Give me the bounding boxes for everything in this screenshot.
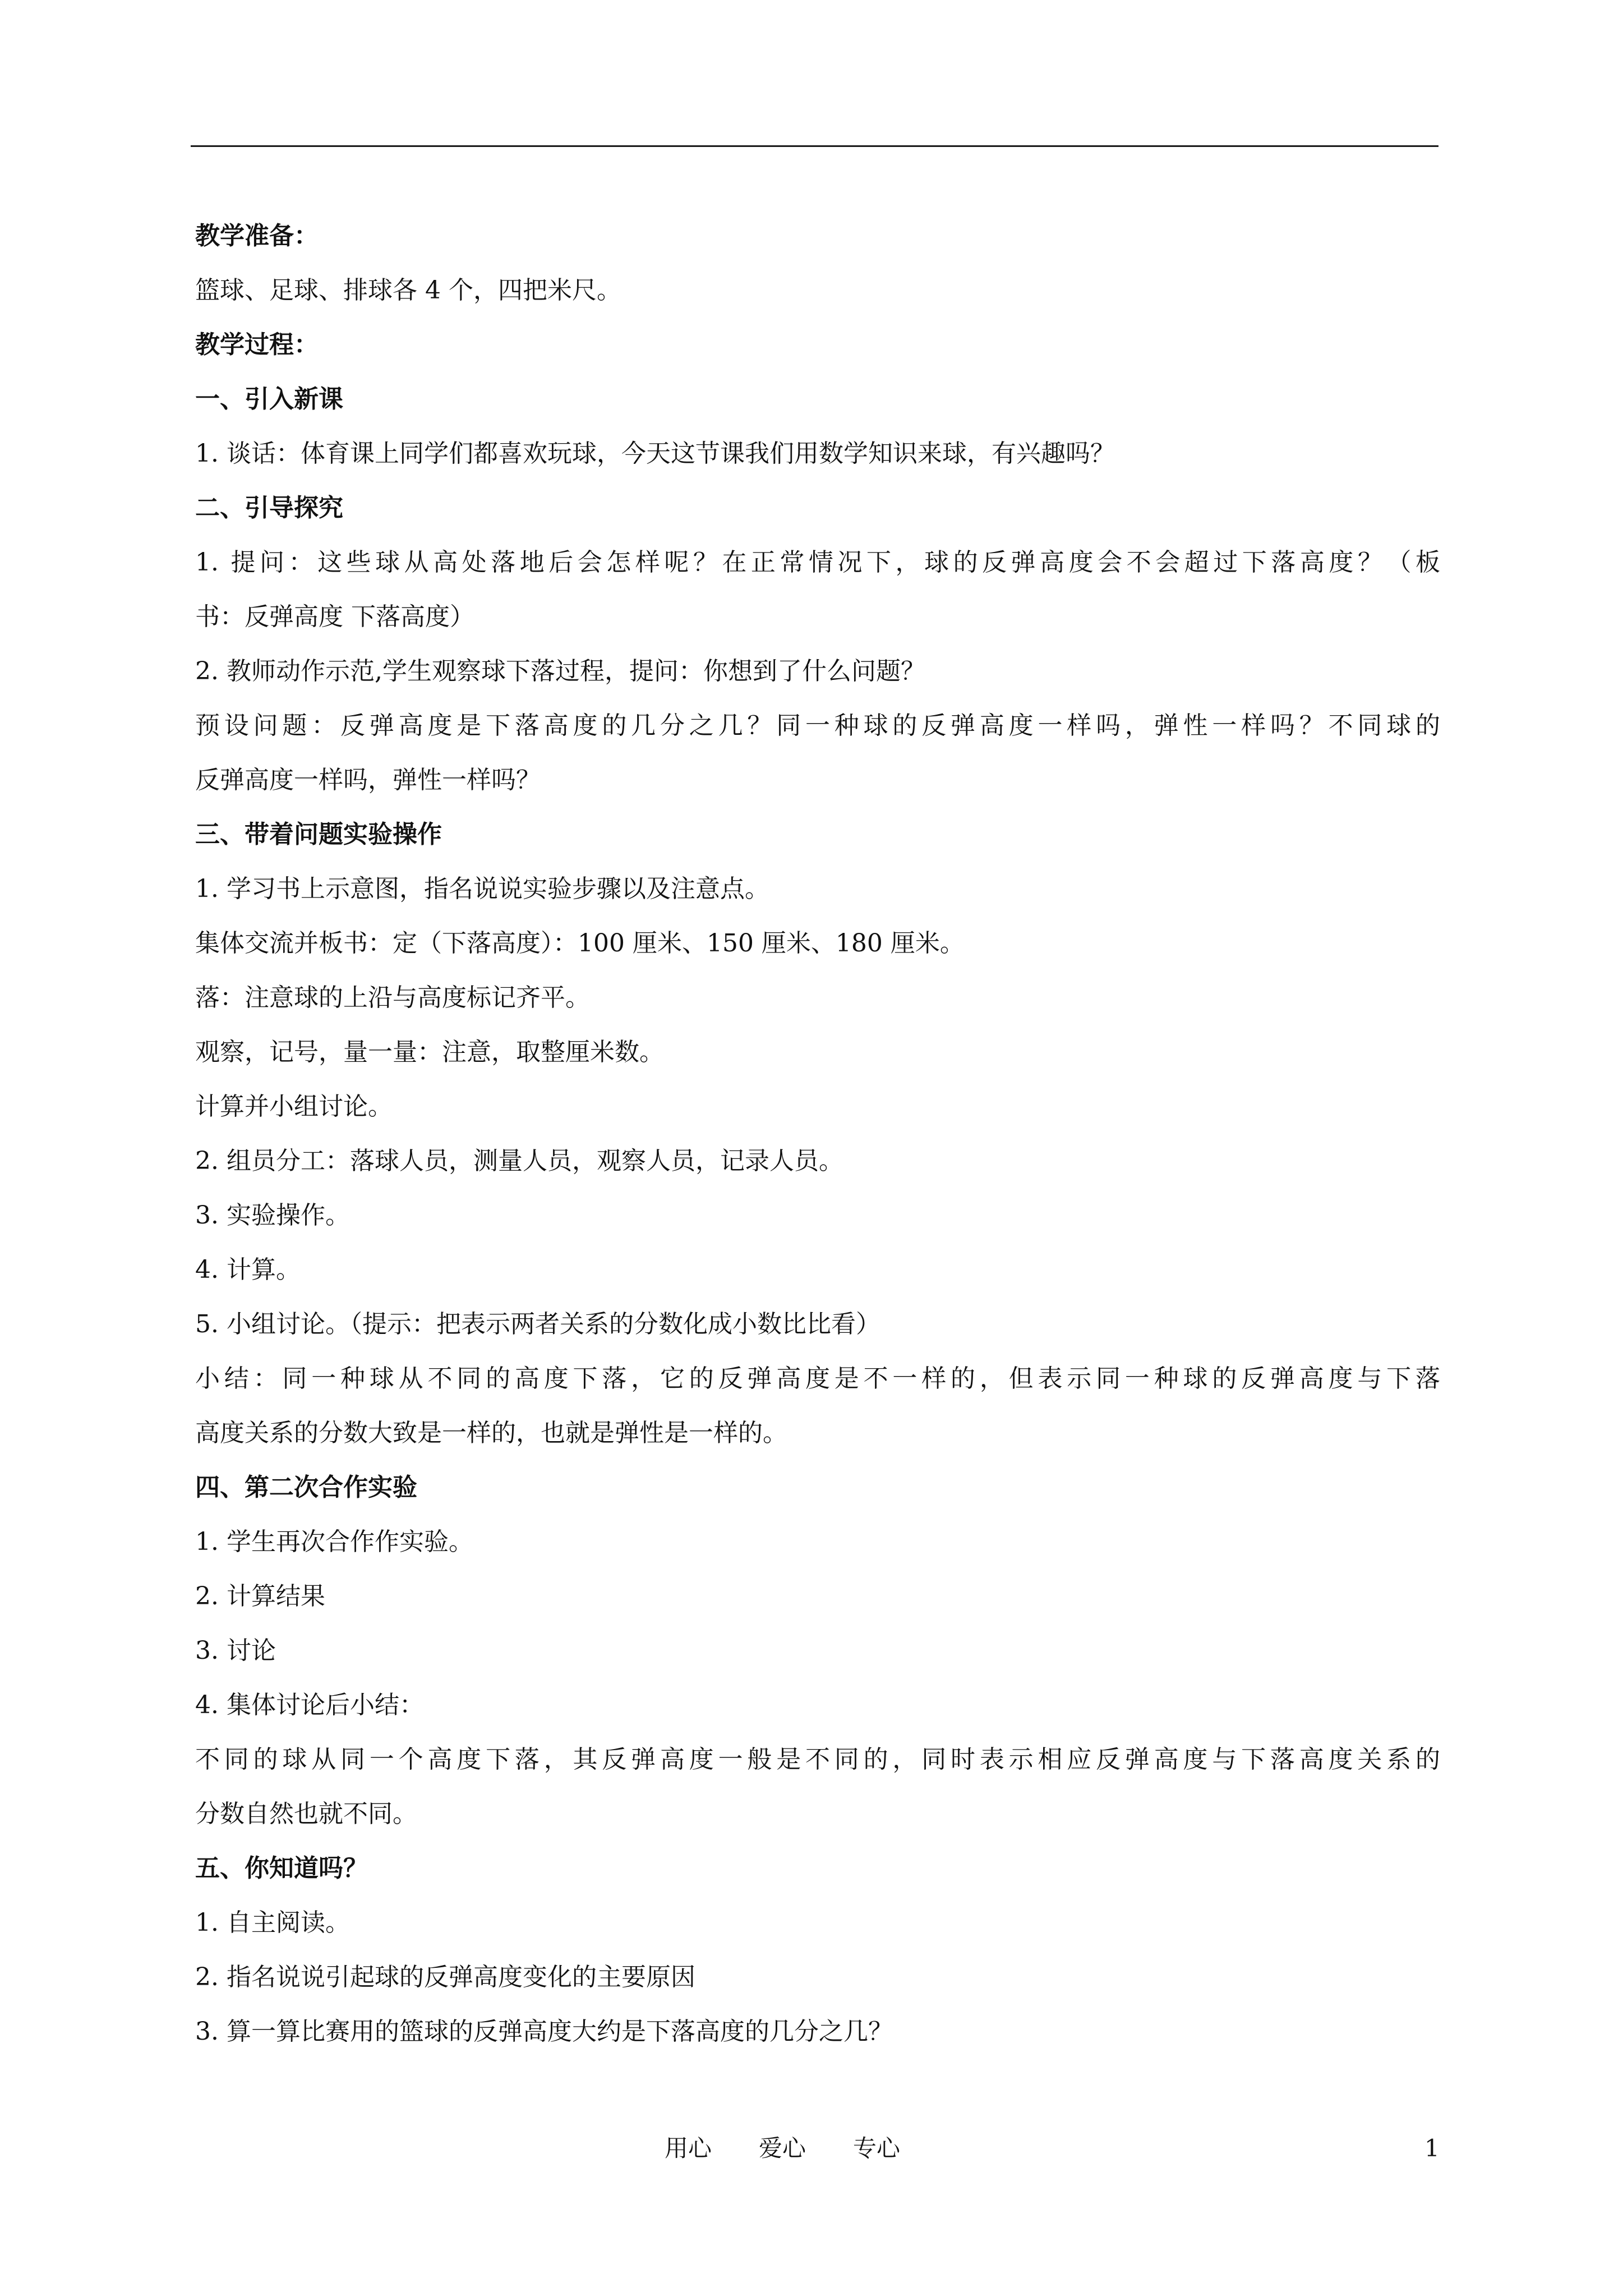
text-line: 1. 学习书上示意图，指名说说实验步骤以及注意点。 — [195, 875, 769, 903]
page-number: 1 — [1424, 2134, 1440, 2162]
text-line: 1. 提问：这些球从高处落地后会怎样呢？在正常情况下，球的反弹高度会不会超过下落高度？（板 — [195, 548, 1440, 577]
section-heading: 教学准备： — [195, 222, 319, 250]
text-line: 计算并小组讨论。 — [195, 1092, 393, 1121]
text-line: 书：反弹高度 下落高度） — [195, 602, 474, 631]
page-footer — [0, 2132, 1623, 2165]
text-line: 1. 学生再次合作作实验。 — [195, 1527, 473, 1556]
text-line: 4. 计算。 — [195, 1255, 301, 1284]
text-line: 3. 讨论 — [195, 1636, 276, 1665]
text-line: 高度关系的分数大致是一样的，也就是弹性是一样的。 — [195, 1419, 787, 1447]
section-heading: 二、引导探究 — [195, 494, 343, 522]
section-heading: 三、带着问题实验操作 — [195, 820, 442, 849]
section-heading: 教学过程： — [195, 330, 319, 359]
section-heading: 四、第二次合作实验 — [195, 1473, 417, 1502]
section-heading: 一、引入新课 — [195, 385, 343, 413]
text-line: 3. 算一算比赛用的篮球的反弹高度大约是下落高度的几分之几？ — [195, 2017, 893, 2046]
text-line: 3. 实验操作。 — [195, 1201, 350, 1230]
text-line: 不同的球从同一个高度下落，其反弹高度一般是不同的，同时表示相应反弹高度与下落高度关系的 — [195, 1745, 1440, 1774]
text-line: 2. 指名说说引起球的反弹高度变化的主要原因 — [195, 1963, 695, 1991]
section-heading: 五、你知道吗？ — [195, 1854, 368, 1883]
text-line: 落：注意球的上沿与高度标记齐平。 — [195, 983, 590, 1012]
text-line: 2. 计算结果 — [195, 1582, 325, 1611]
text-line: 1. 自主阅读。 — [195, 1908, 350, 1937]
text-line: 小结：同一种球从不同的高度下落，它的反弹高度是不一样的，但表示同一种球的反弹高度与下落 — [195, 1364, 1440, 1393]
text-line: 预设问题：反弹高度是下落高度的几分之几？同一种球的反弹高度一样吗，弹性一样吗？不同球的 — [195, 711, 1440, 740]
document-body — [195, 209, 1440, 2059]
text-line: 分数自然也就不同。 — [195, 1800, 417, 1828]
text-line: 2. 组员分工：落球人员，测量人员，观察人员，记录人员。 — [195, 1147, 843, 1175]
text-line: 观察，记号，量一量：注意，取整厘米数。 — [195, 1038, 664, 1066]
text-line: 篮球、足球、排球各 4 个，四把米尺。 — [195, 276, 621, 305]
header-rule — [191, 145, 1438, 147]
text-line: 集体交流并板书：定（下落高度）：100 厘米、150 厘米、180 厘米。 — [195, 929, 965, 958]
text-line: 5. 小组讨论。（提示：把表示两者关系的分数化成小数比比看） — [195, 1310, 880, 1338]
text-line: 2. 教师动作示范,学生观察球下落过程，提问：你想到了什么问题？ — [195, 657, 925, 685]
footer-motto: 用心 爱心 专心 — [665, 2134, 901, 2162]
text-line: 1. 谈话：体育课上同学们都喜欢玩球，今天这节课我们用数学知识来球，有兴趣吗？ — [195, 439, 1115, 468]
text-line: 4. 集体讨论后小结： — [195, 1691, 424, 1719]
text-line: 反弹高度一样吗，弹性一样吗？ — [195, 766, 541, 794]
